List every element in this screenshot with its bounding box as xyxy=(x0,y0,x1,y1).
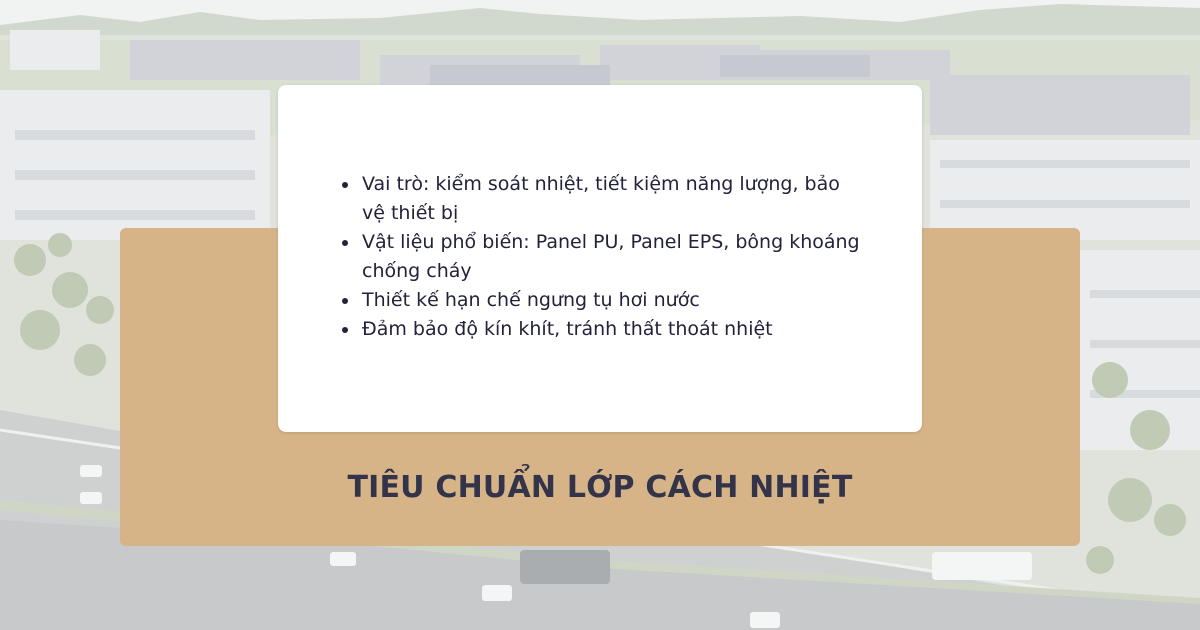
bullet-dot-icon xyxy=(342,182,348,188)
banner-title: TIÊU CHUẨN LỚP CÁCH NHIỆT xyxy=(347,470,853,505)
bullet-item-condensation xyxy=(362,286,862,315)
bullet-item-role xyxy=(362,170,862,228)
bullet-dot-icon xyxy=(342,240,348,246)
bullet-list xyxy=(362,170,862,344)
bullet-dot-icon xyxy=(342,298,348,304)
bullet-text: Đảm bảo độ kín khít, tránh thất thoát nhiệt xyxy=(362,318,773,340)
bullet-text: Vai trò: kiểm soát nhiệt, tiết kiệm năng lượng, bảo vệ thiết bị xyxy=(362,173,840,224)
bullet-dot-icon xyxy=(342,327,348,333)
bullet-text: Thiết kế hạn chế ngưng tụ hơi nước xyxy=(362,289,700,311)
bullet-text: Vật liệu phổ biến: Panel PU, Panel EPS, bông khoáng chống cháy xyxy=(362,231,860,282)
bullet-item-materials xyxy=(362,228,862,286)
bullet-item-sealing xyxy=(362,315,862,344)
